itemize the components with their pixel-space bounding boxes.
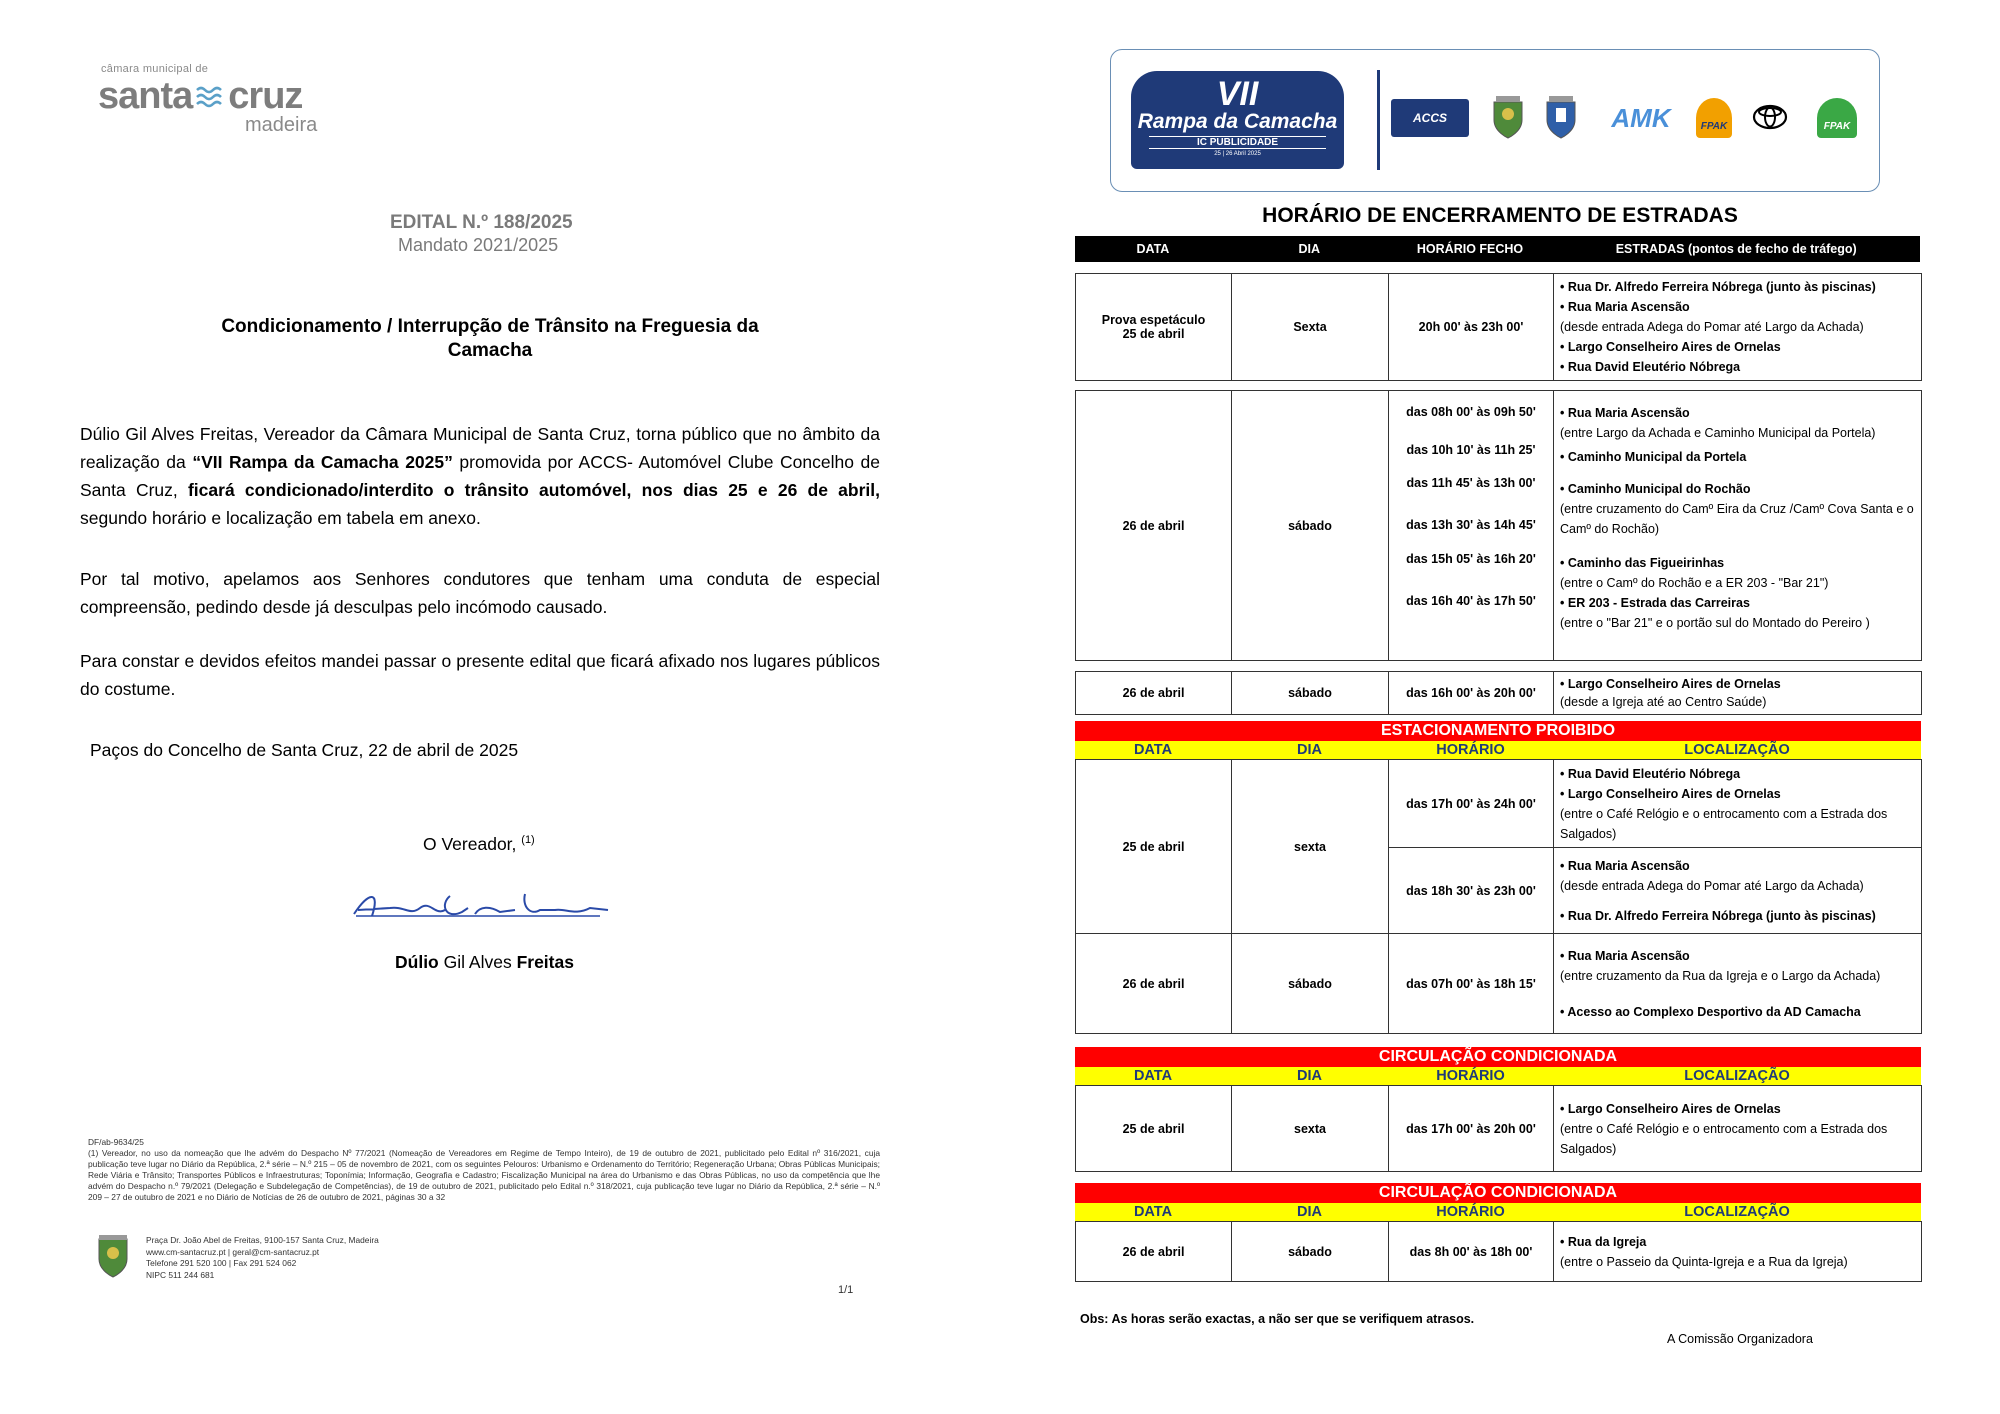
time-slot: das 16h 40' às 17h 50' [1406, 594, 1536, 608]
table-row [1076, 274, 1922, 381]
header-localizacao: LOCALIZAÇÃO [1684, 742, 1790, 758]
header-horario: HORÁRIO [1436, 742, 1505, 758]
header-estradas: ESTRADAS (pontos de fecho de tráfego) [1615, 242, 1857, 256]
road-note: (desde entrada Adega do Pomar até Largo da Achada) [1560, 320, 1864, 334]
table-row [1076, 1086, 1922, 1172]
header-localizacao: LOCALIZAÇÃO [1684, 1068, 1790, 1084]
road-item: • Rua David Eleutério Nóbrega [1560, 357, 1915, 377]
header-localizacao: LOCALIZAÇÃO [1684, 1204, 1790, 1220]
paragraph-3: Para constar e devidos efeitos mandei passar o presente edital que ficará afixado nos lugares públicos do costume. [80, 651, 880, 699]
plate-title: Rampa da Camacha [1137, 110, 1338, 133]
cell-hora: das 16h 00' às 20h 00' [1389, 672, 1554, 715]
conditioned-table-2 [1075, 1221, 1922, 1282]
cell-hora: 20h 00' às 23h 00' [1389, 274, 1554, 381]
address-line: Praça Dr. João Abel de Freitas, 9100-157 Santa Cruz, Madeira [146, 1235, 379, 1245]
cell-data: 25 de abril [1076, 1086, 1232, 1172]
cell-dia: Sexta [1232, 274, 1389, 381]
cell-data: 26 de abril [1076, 672, 1232, 715]
cell-localizacao [1554, 760, 1922, 848]
cell-estradas [1554, 672, 1922, 715]
observation-note: Obs: As horas serão exactas, a não ser que se verifiquem atrasos. [1080, 1312, 1475, 1326]
road-item: • Caminho Municipal do Rochão [1560, 479, 1915, 499]
municipality-logo [98, 75, 302, 118]
road-item: • Rua da Igreja [1560, 1232, 1915, 1252]
p1-event-name: “VII Rampa da Camacha 2025” [192, 452, 453, 472]
cell-dia: sábado [1232, 672, 1389, 715]
crest-santa-cruz-icon [1488, 94, 1528, 142]
heading-line-1: Condicionamento / Interrupção de Trânsito na Freguesia da [221, 316, 759, 337]
conditioned-traffic-title-1: CIRCULAÇÃO CONDICIONADA [1075, 1047, 1921, 1067]
road-item: • Rua David Eleutério Nóbrega [1560, 764, 1915, 784]
table-row [1076, 672, 1922, 715]
footnote [88, 1137, 880, 1203]
parking-banned-title: ESTACIONAMENTO PROIBIDO [1075, 721, 1921, 741]
fpak-logo-1 [1694, 95, 1734, 141]
cell-localizacao [1554, 848, 1922, 934]
signatory-name [395, 952, 574, 973]
header-dia: DIA [1297, 1204, 1322, 1220]
road-item: • Largo Conselheiro Aires de Ornelas [1560, 784, 1915, 804]
table-row [1076, 391, 1922, 661]
road-note: (entre Largo da Achada e Caminho Municipal da Portela) [1560, 426, 1876, 440]
mandate-period: Mandato 2021/2025 [398, 235, 559, 255]
vereador-text: O Vereador, [423, 834, 517, 854]
cell-localizacao [1554, 1086, 1922, 1172]
crest-icon [93, 1233, 133, 1281]
road-note: (desde a Igreja até ao Centro Saúde) [1560, 695, 1767, 709]
fpak-logo-1-text: FPAK [1700, 121, 1728, 132]
banner-divider [1377, 70, 1380, 170]
time-slot: das 15h 05' às 16h 20' [1406, 552, 1536, 566]
address-phone: Telefone 291 520 100 | Fax 291 524 062 [146, 1258, 297, 1268]
logo-sub-text: madeira [245, 114, 318, 136]
road-note: (entre o Passeio da Quinta-Igreja e a Rua da Igreja) [1560, 1254, 1848, 1269]
road-item: • Rua Maria Ascensão [1560, 297, 1915, 317]
rally-plate-logo [1131, 71, 1344, 169]
wave-icon [195, 84, 225, 110]
time-slot: das 08h 00' às 09h 50' [1406, 405, 1536, 419]
road-note: (entre o Café Relógio e o entrocamento com a Estrada dos Salgados) [1560, 806, 1888, 841]
cell-data: 25 de abril [1076, 760, 1232, 934]
header-data: DATA [1136, 242, 1170, 256]
cell-dia: sábado [1232, 391, 1389, 661]
road-note: (entre cruzamento da Rua da Igreja e o Largo da Achada) [1560, 968, 1881, 983]
logo-top-text: câmara municipal de [101, 63, 209, 75]
road-item: • Rua Maria Ascensão [1560, 946, 1915, 966]
page-number: 1/1 [838, 1284, 854, 1296]
cell-localizacao [1554, 1222, 1922, 1282]
closure-table-1 [1075, 273, 1922, 381]
header-horario: HORÁRIO [1436, 1068, 1505, 1084]
conditioned-table-2-header [1075, 1203, 1921, 1221]
schedule-title: HORÁRIO DE ENCERRAMENTO DE ESTRADAS [1262, 204, 1738, 227]
closure-table-2 [1075, 390, 1922, 661]
document-heading [180, 315, 800, 363]
header-data: DATA [1133, 1068, 1173, 1084]
signatory-first: Dúlio [395, 952, 439, 972]
cell-dia: sábado [1232, 1222, 1389, 1282]
closure-table-header [1075, 236, 1920, 262]
road-note: (entre o Camº do Rochão e a ER 203 - "Bar 21") [1560, 576, 1829, 590]
table-row [1076, 934, 1922, 1034]
cell-estradas [1554, 391, 1922, 661]
cell-hora: das 17h 00' às 24h 00' [1389, 760, 1554, 848]
cell-hora: das 8h 00' às 18h 00' [1389, 1222, 1554, 1282]
p1-text-a: Dúlio Gil Alves Freitas, Vereador da Câmara Municipal de Santa Cruz, torna público que no âmbito da realização da [80, 424, 880, 472]
table-row [1076, 1222, 1922, 1282]
road-item: • ER 203 - Estrada das Carreiras [1560, 593, 1915, 613]
cell-hora: das 18h 30' às 23h 00' [1389, 848, 1554, 934]
cell-dia: sexta [1232, 1086, 1389, 1172]
address-block [146, 1235, 379, 1281]
conditioned-table-1-header [1075, 1067, 1921, 1085]
time-slot: das 13h 30' às 14h 45' [1406, 518, 1536, 532]
cell-data-line2: 25 de abril [1122, 327, 1185, 341]
closure-table-3 [1075, 671, 1922, 715]
p1-text-e: segundo horário e localização em tabela em anexo. [80, 508, 481, 528]
toyota-icon [1752, 104, 1788, 130]
fpak-logo-2-text: FPAK [1823, 121, 1851, 132]
amak-logo: AMK [1611, 102, 1671, 133]
edital-number: EDITAL N.º 188/2025 [390, 212, 573, 233]
cell-hora: das 17h 00' às 20h 00' [1389, 1086, 1554, 1172]
plate-date: 25 | 26 Abril 2025 [1214, 151, 1261, 157]
road-item: • Rua Dr. Alfredo Ferreira Nóbrega (junto às piscinas) [1560, 277, 1915, 297]
road-note: (entre o Café Relógio e o entrocamento com a Estrada dos Salgados) [1560, 1121, 1888, 1156]
signatory-last: Freitas [516, 952, 574, 972]
cell-data-line1: Prova espetáculo [1101, 313, 1206, 327]
logo-word-santa: santa [98, 75, 193, 117]
road-note: (desde entrada Adega do Pomar até Largo da Achada) [1560, 878, 1864, 893]
address-web: www.cm-santacruz.pt | geral@cm-santacruz.pt [146, 1246, 320, 1257]
signatory-middle: Gil Alves [438, 952, 517, 972]
header-dia: DIA [1297, 1068, 1322, 1084]
road-item: • Caminho Municipal da Portela [1560, 447, 1915, 467]
accs-logo-text: ACCS [1412, 111, 1447, 125]
header-data: DATA [1133, 1204, 1173, 1220]
p1-text-c: promovida por ACCS- Automóvel Clube Concelho de Santa Cruz, [80, 452, 880, 500]
plate-edition: VII [1216, 75, 1259, 113]
footnote-ref: DF/ab-9634/25 [88, 1137, 144, 1147]
road-item: • Largo Conselheiro Aires de Ornelas [1560, 1099, 1915, 1119]
header-dia: DIA [1297, 742, 1322, 758]
logo-word-cruz: cruz [228, 75, 303, 117]
conditioned-traffic-title-2: CIRCULAÇÃO CONDICIONADA [1075, 1183, 1921, 1203]
paragraph-2: Por tal motivo, apelamos aos Senhores condutores que tenham uma conduta de especial compreensão, pedindo desde já desculpas pelo incómodo causado. [80, 569, 880, 617]
road-item: • Rua Dr. Alfredo Ferreira Nóbrega (junto às piscinas) [1560, 906, 1915, 926]
road-item: • Caminho das Figueirinhas [1560, 553, 1915, 573]
address-nipc: NIPC 511 244 681 [146, 1269, 215, 1280]
cell-data [1076, 274, 1232, 381]
cell-data: 26 de abril [1076, 1222, 1232, 1282]
organizing-committee: A Comissão Organizadora [1667, 1332, 1813, 1346]
parking-table [1075, 759, 1922, 1034]
crest-camacha-icon [1541, 94, 1581, 142]
cell-estradas [1554, 274, 1922, 381]
heading-line-2: Camacha [447, 340, 533, 361]
parking-table-header [1075, 741, 1921, 759]
header-dia: DIA [1298, 242, 1320, 256]
fpak-logo-2 [1814, 95, 1860, 141]
road-item: • Rua Maria Ascensão [1560, 403, 1915, 423]
accs-logo [1390, 95, 1470, 141]
signature [350, 886, 612, 922]
header-horario: HORÁRIO [1436, 1204, 1505, 1220]
document-date: Paços do Concelho de Santa Cruz, 22 de abril de 2025 [90, 740, 519, 760]
footnote-text: (1) Vereador, no uso da nomeação que lhe advém do Despacho Nº 77/2021 (Nomeação de Vereadores em Regime de Tempo Inteiro), de 19 de outubro de 2021, publicitado pelo Edital nº 316/2021, cuja publicação teve lugar no Diário da República, 2.ª série – N.º 215 – 05 de novembro de 2021, com os seguintes Pelouros: Urbanismo e Ordenamento do Território; Regeneração Urbana; Obras Públicas Municipais; Rede Viária e Trânsito; Transportes Públicos e Infraestruturas; Toponímia; Informação, Geografia e Cadastro; Fiscalização Municipal na área do Urbanismo e das Obras Públicas, no uso da competência que lhe advém do Despacho n.º 79/2021 (Delegação e Subdelegação de Competências), de 19 de outubro de 2021, publicitado pelo Edital n.º 318/2021, cuja publicação teve lugar no Diário da República, 2.ª série – N.º 209 – 27 de outubro de 2021 e no Diário de Notícias de 26 de outubro de 2021, páginas 30 a 32 [88, 1148, 880, 1202]
time-slot: das 10h 10' às 11h 25' [1406, 443, 1536, 457]
table-row [1076, 760, 1922, 848]
cell-hora: das 07h 00' às 18h 15' [1389, 934, 1554, 1034]
cell-data: 26 de abril [1076, 934, 1232, 1034]
header-horario: HORÁRIO FECHO [1416, 242, 1524, 256]
header-data: DATA [1133, 742, 1173, 758]
plate-sponsor: IC PUBLICIDADE [1149, 136, 1326, 149]
road-note: (entre o "Bar 21" e o portão sul do Montado do Pereiro ) [1560, 616, 1870, 630]
road-item: • Acesso ao Complexo Desportivo da AD Camacha [1560, 1002, 1915, 1022]
cell-dia: sexta [1232, 760, 1389, 934]
cell-data: 26 de abril [1076, 391, 1232, 661]
vereador-note-ref: (1) [521, 834, 535, 847]
cell-dia: sábado [1232, 934, 1389, 1034]
paragraph-1 [80, 420, 880, 532]
cell-horas [1389, 391, 1554, 661]
road-item: • Largo Conselheiro Aires de Ornelas [1560, 675, 1915, 693]
conditioned-table-1 [1075, 1085, 1922, 1172]
vereador-label [423, 834, 535, 855]
time-slot: das 11h 45' às 13h 00' [1406, 476, 1536, 490]
cell-localizacao [1554, 934, 1922, 1034]
road-item: • Largo Conselheiro Aires de Ornelas [1560, 337, 1915, 357]
p1-restriction: ficará condicionado/interdito o trânsito automóvel, nos dias 25 e 26 de abril, [187, 480, 880, 500]
road-item: • Rua Maria Ascensão [1560, 856, 1915, 876]
road-note: (entre cruzamento do Camº Eira da Cruz /Camº Cova Santa e o Camº do Rochão) [1560, 502, 1914, 536]
